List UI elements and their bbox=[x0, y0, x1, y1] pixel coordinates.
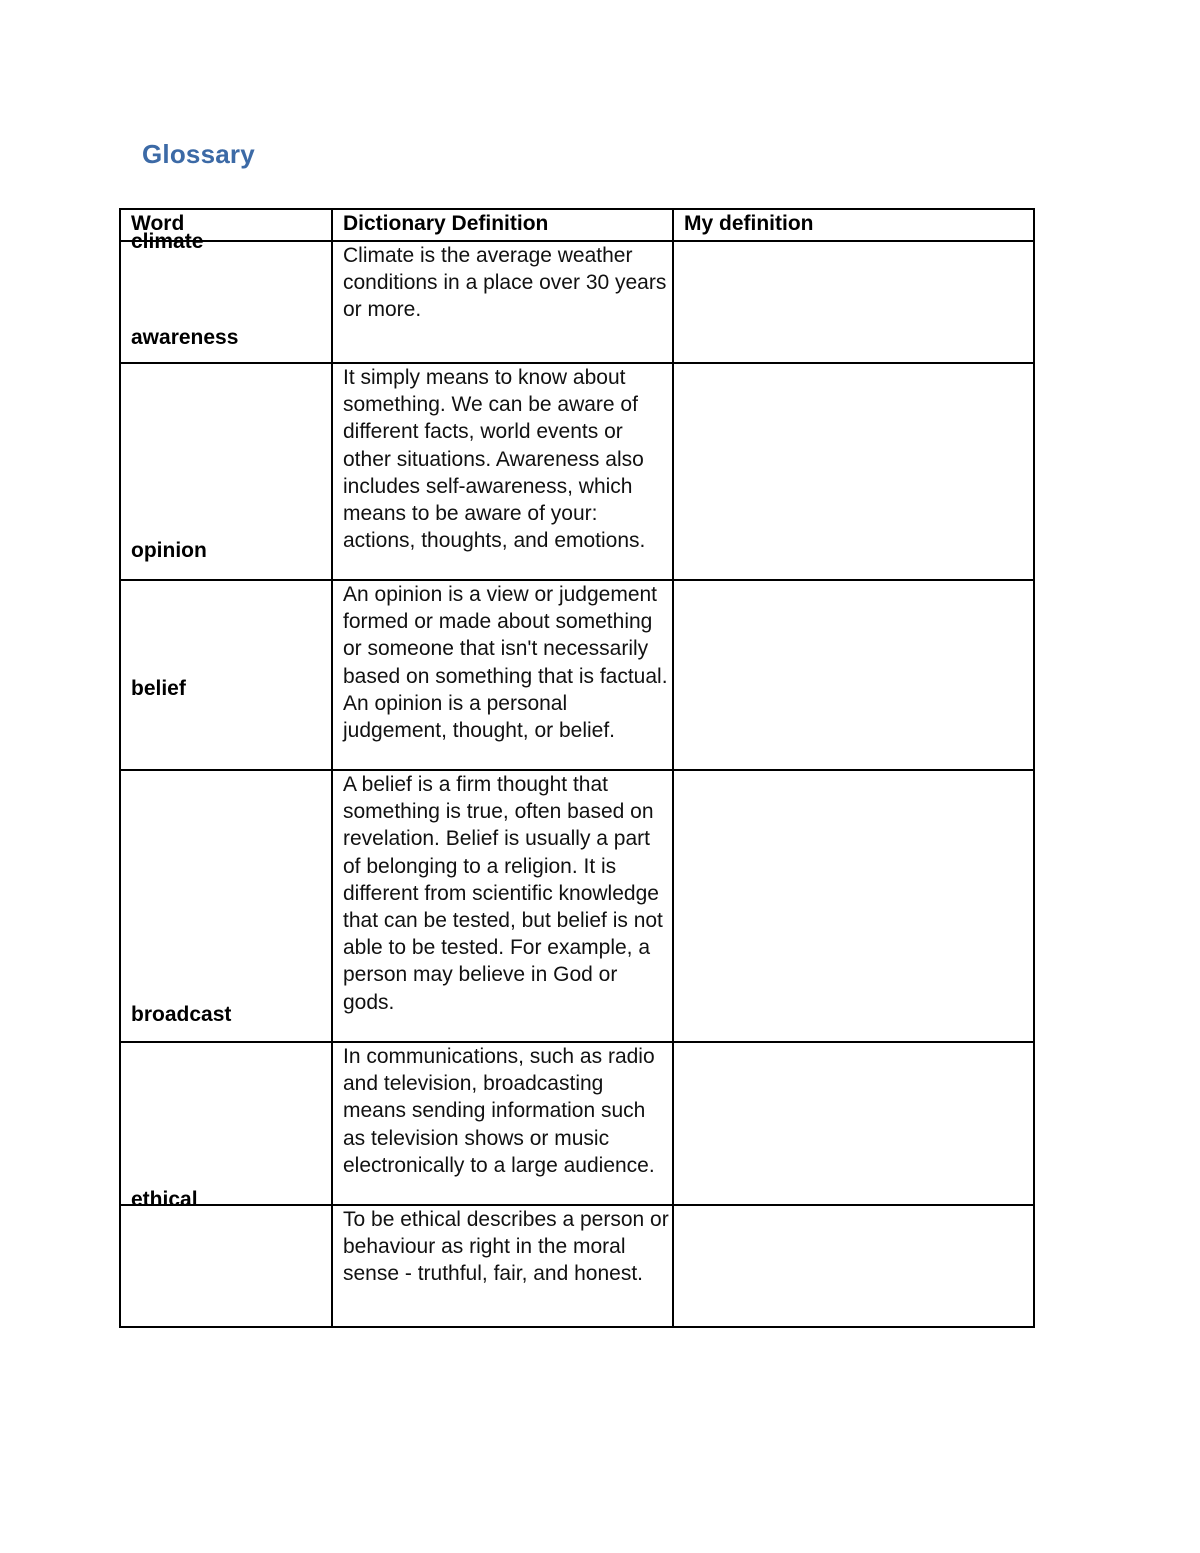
my-definition-cell[interactable] bbox=[673, 580, 1034, 770]
word-text: belief bbox=[131, 677, 186, 700]
header-my-definition: My definition bbox=[673, 209, 1034, 241]
glossary-table bbox=[119, 208, 1035, 1328]
word-text: opinion bbox=[131, 539, 207, 562]
dictionary-definition-cell: Climate is the average weather conditions in a place over 30 years or more. bbox=[332, 241, 673, 363]
word-cell bbox=[120, 1003, 332, 1205]
table-row bbox=[120, 770, 1034, 1042]
word-text: awareness bbox=[131, 326, 239, 349]
word-cell bbox=[120, 539, 332, 770]
my-definition-cell[interactable] bbox=[673, 1042, 1034, 1205]
word-cell bbox=[120, 1188, 332, 1327]
word-cell bbox=[120, 677, 332, 1042]
header-word: Word bbox=[120, 209, 332, 241]
word-text: climate bbox=[131, 230, 204, 253]
dictionary-definition-cell: A belief is a firm thought that something is true, often based on revelation. Belief is usually a part of belonging to a religion. It is different from scientific knowledge that can be tested, but belief is not able to be tested. For example, a person may believe in God or gods. bbox=[332, 770, 673, 1042]
word-text: ethical bbox=[131, 1188, 198, 1211]
dictionary-definition-cell: To be ethical describes a person or behaviour as right in the moral sense - truthful, fair, and honest. bbox=[332, 1205, 673, 1327]
page-title: Glossary bbox=[142, 139, 255, 169]
dictionary-definition-cell: In communications, such as radio and television, broadcasting means sending information such as television shows or music electronically to a large audience. bbox=[332, 1042, 673, 1205]
my-definition-cell[interactable] bbox=[673, 241, 1034, 363]
my-definition-cell[interactable] bbox=[673, 1205, 1034, 1327]
dictionary-definition-cell: An opinion is a view or judgement formed or made about something or someone that isn't necessarily based on something that is factual. An opinion is a personal judgement, thought, or belief. bbox=[332, 580, 673, 770]
my-definition-cell[interactable] bbox=[673, 770, 1034, 1042]
dictionary-definition-cell: It simply means to know about something. We can be aware of different facts, world events or other situations. Awareness also includes self-awareness, which means to be aware of your: actions, thoughts, and emotions. bbox=[332, 363, 673, 580]
my-definition-cell[interactable] bbox=[673, 363, 1034, 580]
table-row bbox=[120, 580, 1034, 770]
table-row bbox=[120, 1042, 1034, 1205]
word-text: broadcast bbox=[131, 1003, 232, 1026]
header-dictionary-definition: Dictionary Definition bbox=[332, 209, 673, 241]
table-row bbox=[120, 1205, 1034, 1327]
